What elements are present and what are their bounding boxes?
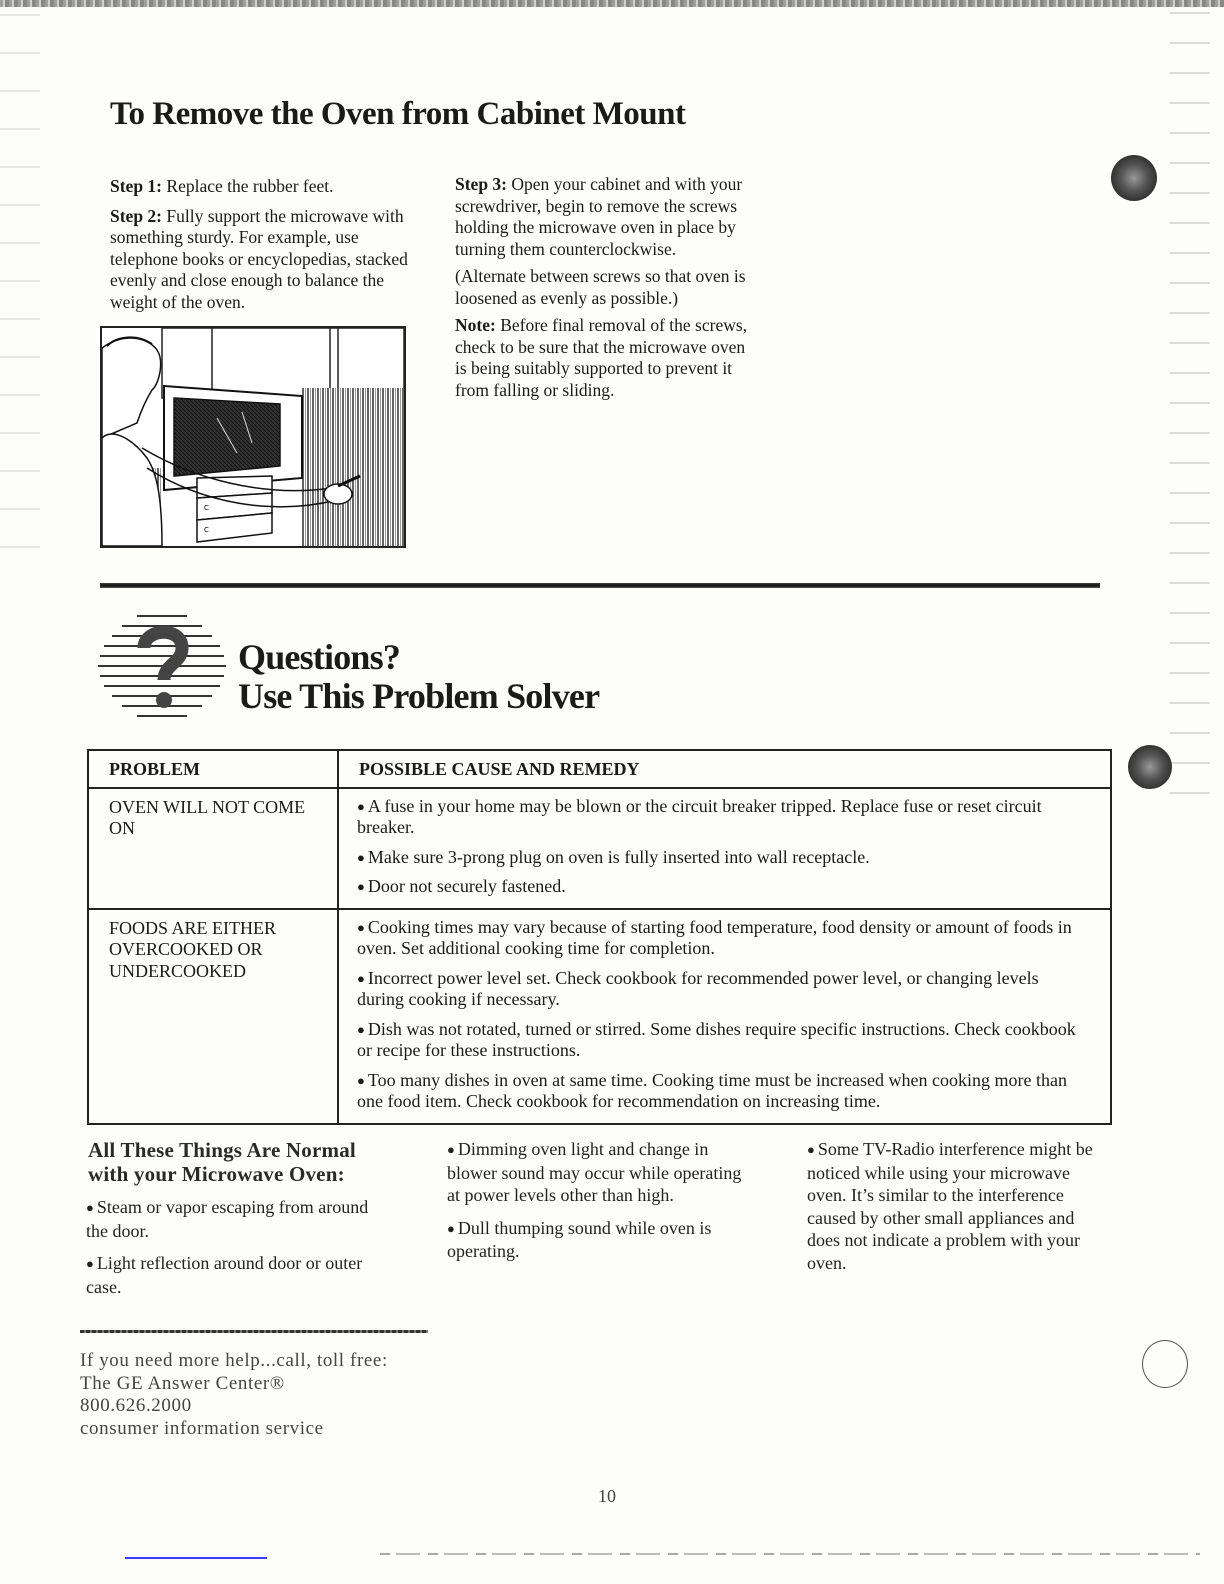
remedy-text: Door not securely fastened.	[367, 876, 566, 896]
steps-right-column	[455, 174, 755, 407]
normal-item	[86, 1252, 386, 1298]
step-1-text: Replace the rubber feet.	[162, 176, 334, 196]
header-remedy: POSSIBLE CAUSE AND REMEDY	[338, 750, 1111, 788]
problem-solver-heading: Use This Problem Solver	[238, 676, 600, 716]
punch-hole-bottom	[1142, 1340, 1188, 1388]
normal-things-column-1	[86, 1196, 386, 1308]
remedy-text: Cooking times may vary because of starting food temperature, food density or amount of foods in oven. Set additional cooking time for completion.	[357, 916, 1072, 958]
normal-item	[447, 1217, 757, 1263]
normal-things-heading	[88, 1138, 356, 1186]
problem-text: OVEN WILL NOT COME ON	[109, 796, 306, 838]
normal-item-text: Light reflection around door or outer case.	[86, 1253, 363, 1297]
table-row	[88, 909, 1111, 1124]
remedy-text: Incorrect power level set. Check cookbook for recommended power level, or changing levels during cooking if necessary.	[357, 967, 1039, 1009]
normal-item	[807, 1138, 1107, 1274]
remedy-item	[357, 1070, 1086, 1113]
page-number: 10	[598, 1486, 616, 1506]
step-3	[455, 174, 755, 260]
note	[455, 315, 755, 401]
table-header-row	[88, 750, 1111, 788]
remedy-item	[357, 1019, 1086, 1062]
remedy-item	[357, 847, 1086, 869]
bullet-icon: ●	[807, 1142, 815, 1157]
remedy-item	[357, 876, 1086, 898]
scan-edge-top	[0, 0, 1224, 7]
bullet-icon: ●	[357, 1021, 365, 1037]
bullet-icon: ●	[447, 1142, 455, 1157]
bullet-icon: ●	[86, 1200, 94, 1215]
bullet-icon: ●	[86, 1256, 94, 1271]
punch-hole-middle	[1128, 745, 1172, 789]
remedy-cell	[338, 788, 1111, 909]
step-2-text: Fully support the microwave with something sturdy. For example, use telephone books or encyclopedias, stacked evenly and close enough to balance the weight of the oven.	[110, 205, 408, 312]
remedy-text: Dish was not rotated, turned or stirred. Some dishes require specific instructions. Check cookbook or recipe for these instructions.	[357, 1018, 1076, 1060]
step-2	[110, 206, 410, 314]
normal-things-column-3	[807, 1138, 1107, 1284]
help-phone-number: 800.626.2000	[80, 1395, 192, 1416]
questions-heading: Questions?	[238, 637, 401, 677]
illustration-drawing	[102, 328, 404, 546]
scan-edge-left	[0, 0, 40, 560]
remedy-text: A fuse in your home may be blown or the circuit breaker tripped. Replace fuse or reset circuit breaker.	[357, 795, 1042, 837]
step-1	[110, 176, 410, 198]
page-title: To Remove the Oven from Cabinet Mount	[110, 96, 686, 132]
header-problem: PROBLEM	[88, 750, 338, 788]
remedy-item	[357, 968, 1086, 1011]
scan-edge-right	[1170, 0, 1210, 820]
normal-item	[447, 1138, 757, 1207]
bullet-icon: ●	[357, 798, 365, 814]
help-block	[80, 1350, 388, 1440]
normal-things-heading-line-2: with your Microwave Oven:	[88, 1162, 345, 1186]
normal-item-text: Dull thumping sound while oven is operating.	[447, 1217, 712, 1261]
remedy-text: Make sure 3-prong plug on oven is fully inserted into wall receptacle.	[367, 846, 870, 867]
help-divider	[80, 1330, 428, 1333]
problem-text: FOODS ARE EITHER OVERCOOKED OR UNDERCOOKED	[109, 917, 277, 981]
step-1-label: Step 1:	[110, 176, 163, 196]
alternate-note: (Alternate between screws so that oven is loosened as evenly as possible.)	[455, 266, 746, 308]
remedy-item	[357, 796, 1086, 839]
normal-item	[86, 1196, 386, 1242]
scan-artifact-line	[125, 1557, 267, 1559]
bullet-icon: ●	[447, 1220, 455, 1236]
bullet-icon: ●	[357, 1072, 365, 1088]
step-3-label: Step 3:	[455, 174, 508, 194]
problem-cell	[88, 788, 338, 909]
svg-text:C: C	[204, 526, 209, 534]
bullet-icon: ●	[357, 970, 365, 986]
note-text: Before final removal of the screws, check to be sure that the microwave oven is being suitably supported to prevent it from falling or sliding.	[455, 315, 748, 400]
problem-cell	[88, 909, 338, 1124]
normal-item-text: Steam or vapor escaping from around the door.	[86, 1197, 369, 1241]
step-3-text: Open your cabinet and with your screwdriver, begin to remove the screws holding the microwave oven in place by turning them counterclockwise.	[455, 174, 743, 259]
oven-removal-illustration	[100, 326, 406, 548]
bullet-icon: ●	[357, 879, 365, 894]
step-2-label: Step 2:	[110, 205, 163, 226]
normal-things-column-2	[447, 1138, 757, 1273]
question-mark-icon	[92, 608, 232, 728]
help-service-text: consumer information service	[80, 1417, 324, 1439]
note-label: Note:	[455, 315, 496, 335]
bullet-icon: ●	[357, 849, 365, 865]
problem-solver-table	[87, 749, 1112, 1125]
help-call-text: If you need more help...call, toll free:	[80, 1350, 388, 1371]
help-answer-center: The GE Answer Center®	[80, 1372, 285, 1394]
table-row	[88, 788, 1111, 909]
punch-hole-top	[1111, 155, 1157, 201]
bullet-icon: ●	[357, 919, 365, 935]
remedy-item	[357, 917, 1086, 960]
scan-edge-bottom	[380, 1553, 1200, 1555]
normal-item-text: Dimming oven light and change in blower sound may occur while operating at power levels other than high.	[447, 1139, 742, 1205]
section-divider	[100, 583, 1100, 588]
normal-item-text: Some TV-Radio interference might be noticed while using your microwave oven. It’s similar to the interference caused by other small appliances and does not indicate a problem with your oven.	[807, 1139, 1093, 1273]
remedy-cell	[338, 909, 1111, 1124]
normal-things-heading-line-1: All These Things Are Normal	[88, 1138, 356, 1162]
svg-text:C: C	[204, 504, 209, 512]
steps-left-column	[110, 176, 410, 319]
remedy-text: Too many dishes in oven at same time. Cooking time must be increased when cooking more than one food item. Check cookbook for recommendation on increasing time.	[357, 1069, 1067, 1111]
